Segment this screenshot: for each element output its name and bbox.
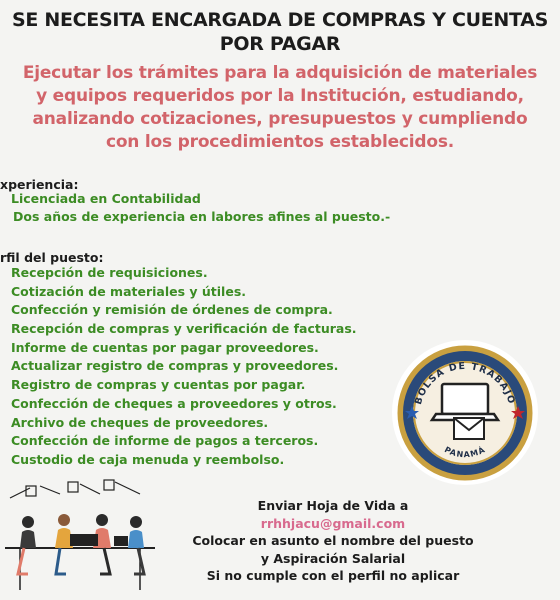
- logo-top-text: BOLSA DE TRABAJO: [413, 360, 517, 406]
- profile-warning: Si no cumple con el perfil no aplicar: [206, 568, 460, 583]
- list-item: Licenciada en Contabilidad: [11, 191, 201, 206]
- list-item: Recepción de compras y verificación de facturas.: [11, 321, 357, 337]
- contact-email: rrhhjacu@gmail.com: [260, 515, 406, 531]
- bolsa-de-trabajo-logo: [392, 340, 538, 485]
- profile-heading: rfil del puesto:: [0, 250, 104, 265]
- list-item: Custodio de caja menuda y reembolso.: [11, 451, 285, 467]
- list-item: Actualizar registro de compras y proveedores.: [11, 358, 339, 374]
- profile-list: [11, 264, 357, 470]
- list-item: Informe de cuentas por pagar proveedores.: [11, 339, 319, 355]
- logo-bottom-text: PANAMÁ: [442, 444, 488, 460]
- list-item: Confección de cheques a proveedores y otros.: [11, 395, 337, 411]
- description-line: Ejecutar los trámites para la adquisición de materiales: [22, 63, 538, 83]
- logo-graphic: [392, 340, 538, 485]
- office-workers-illustration: [0, 478, 160, 593]
- job-description: [0, 62, 560, 154]
- list-item: Archivo de cheques de proveedores.: [11, 414, 269, 430]
- list-item: Registro de compras y cuentas por pagar.: [11, 377, 306, 393]
- experience-list: [11, 190, 390, 226]
- list-item: Dos años de experiencia en labores afines al puesto.-: [13, 209, 391, 224]
- list-item: Cotización de materiales y útiles.: [11, 283, 247, 299]
- contact-info: [188, 497, 478, 585]
- envelope-icon: [454, 418, 484, 439]
- experience-heading: xperiencia:: [0, 177, 79, 192]
- list-item: Confección y remisión de órdenes de compra.: [11, 302, 333, 318]
- list-item: Confección de informe de pagos a terceros.: [11, 433, 319, 449]
- description-line: analizando cotizaciones, presupuestos y cumpliendo: [32, 109, 528, 129]
- description-line: y equipos requeridos por la Institución, estudiando,: [36, 86, 524, 106]
- description-line: con los procedimientos establecidos.: [105, 132, 455, 152]
- send-cv-text: Enviar Hoja de Vida a: [257, 498, 409, 513]
- title-line-2: POR PAGAR: [219, 33, 341, 55]
- salary-instruction: y Aspiración Salarial: [260, 550, 406, 566]
- list-item: Recepción de requisiciones.: [11, 265, 208, 280]
- title-line-1: SE NECESITA ENCARGADA DE COMPRAS Y CUENTAS: [11, 9, 549, 31]
- subject-instruction: Colocar en asunto el nombre del puesto: [192, 533, 474, 548]
- laptop-icon: [432, 384, 498, 420]
- page-title: [0, 8, 560, 56]
